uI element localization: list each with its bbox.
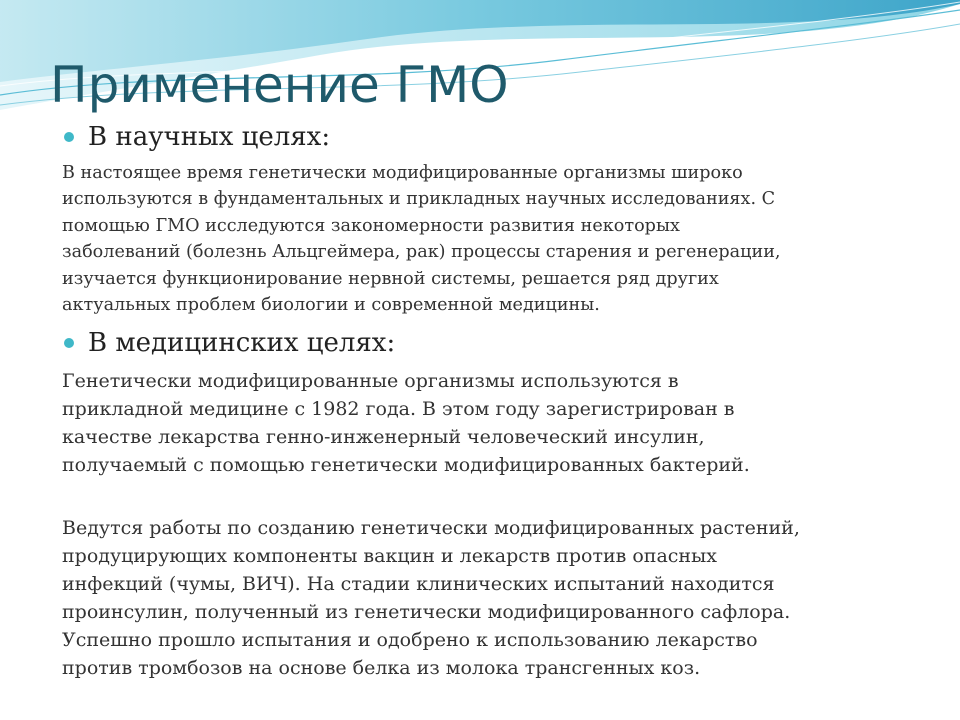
section-heading-science [64, 122, 330, 152]
slide-title: Применение ГМО [50, 56, 509, 114]
bullet-dot-icon [64, 338, 74, 348]
science-paragraph: В настоящее время генетически модифицированные организмы широко используются в фундаментальных и прикладных научных исследованиях. С помощью ГМО исследуются закономерности развития некоторых заболеваний (болезнь Альцгеймера, рак) процессы старения и регенерации, изучается функционирование нервной системы, решается ряд других актуальных проблем биологии и современной медицины. [62, 163, 781, 316]
section-heading-medicine [64, 328, 395, 358]
medicine-paragraph-2: Ведутся работы по созданию генетически модифицированных растений, продуцирующих компоненты вакцин и лекарств против опасных инфекций (чумы, ВИЧ). На стадии клинических испытаний находится проинсулин, полученный из генетически модифицированного сафлора. Успешно прошло испытания и одобрено к использованию лекарство против тромбозов на основе белка из молока трансгенных коз. [62, 517, 800, 679]
section-heading-label: В научных целях: [88, 122, 331, 152]
section-heading-label: В медицинских целях: [88, 328, 396, 358]
medicine-paragraph-1: Генетически модифицированные организмы используются в прикладной медицине с 1982 года. В этом году зарегистрирован в качестве лекарства генно-инженерный человеческий инсулин, получаемый с помощью генетически модифицированных бактерий. [62, 370, 750, 476]
bullet-dot-icon [64, 132, 74, 142]
